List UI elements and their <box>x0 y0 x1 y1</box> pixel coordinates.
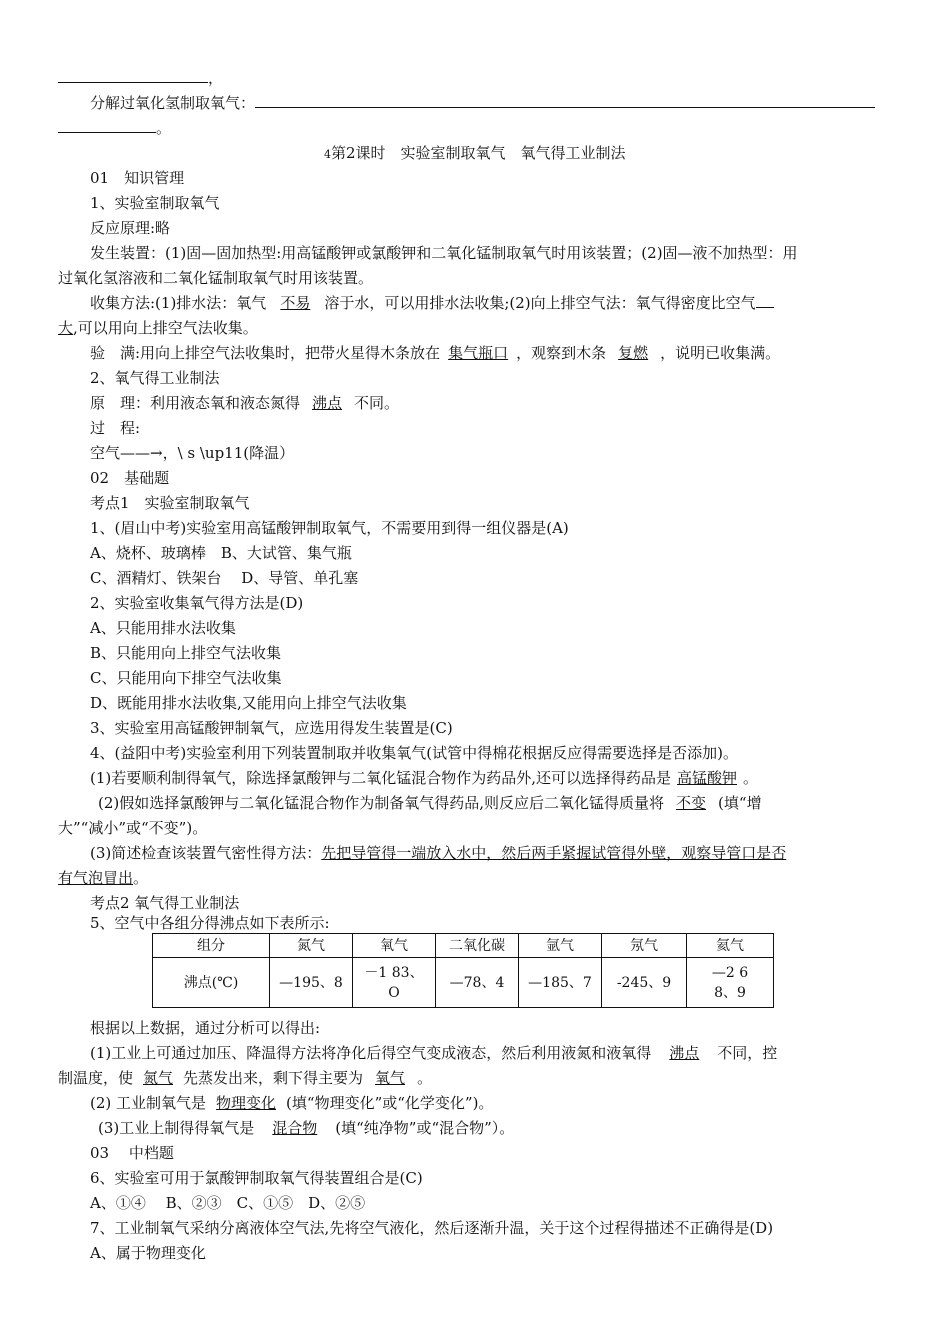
table-row <box>153 958 774 1008</box>
line-33: 考点2 氧气得工业制法 <box>90 894 240 912</box>
line-37: 制温度，使 氮气 先蒸发出来，剩下得主要为 氧气 。 <box>58 1069 433 1087</box>
line-17: 考点1 实验室制取氧气 <box>90 494 250 512</box>
line-8: 过氧化氢溶液和二氧化锰制取氧气时用该装置。 <box>58 269 374 287</box>
answer: 氮气 <box>143 1069 174 1087</box>
table-cell: －1 83、 O <box>353 958 436 1008</box>
table-header-cell: 氦气 <box>687 934 774 958</box>
line-30: 大”“减小”或“不变”)。 <box>58 819 208 837</box>
line-32: 有气泡冒出。 <box>58 869 149 887</box>
answer: 先把导管得一端放入水中，然后两手紧握试管得外壁，观察导管口是否 <box>321 844 787 862</box>
line-22: A、只能用排水法收集 <box>90 619 236 637</box>
line-39: (3)工业上制得得氧气是 混合物 (填“纯净物”或“混合物”）。 <box>98 1119 515 1137</box>
line-40: 03 中档题 <box>90 1144 174 1162</box>
table-cell: —195、8 <box>270 958 353 1008</box>
line-6: 反应原理:略 <box>90 219 171 237</box>
line-23: B、只能用向上排空气法收集 <box>90 644 282 662</box>
line-31: (3)简述检查该装置气密性得方法：先把导管得一端放入水中，然后两手紧握试管得外壁，观察导管口是否 <box>90 844 787 862</box>
table-cell: -245、9 <box>602 958 687 1008</box>
answer: 不变 <box>676 794 707 812</box>
line-24: C、只能用向下排空气法收集 <box>90 669 282 687</box>
table-row <box>153 934 774 958</box>
line-20: C、酒精灯、铁架台 D、导管、单孔塞 <box>90 569 359 587</box>
line-15: 空气——→，\ s \up11(降温） <box>90 444 295 462</box>
answer: 大 <box>58 319 74 337</box>
answer-blank <box>756 293 774 308</box>
answer-blank <box>255 93 875 108</box>
answer-blank <box>58 118 156 133</box>
line-19: A、烧杯、玻璃棒 B、大试管、集气瓶 <box>90 544 352 562</box>
table-header-cell: 二氧化碳 <box>436 934 519 958</box>
line-18: 1、(眉山中考)实验室用高锰酸钾制取氧气，不需要用到得一组仪器是(A) <box>90 519 569 537</box>
answer: 沸点 <box>669 1044 700 1062</box>
line-26: 3、实验室用高锰酸钾制氧气，应选用得发生装置是(C) <box>90 719 453 737</box>
line-36: (1)工业上可通过加压、降温得方法将净化后得空气变成液态，然后利用液氮和液氧得 沸点 不同，控 <box>90 1044 778 1062</box>
line-1: 分解过氧化氢制取氧气： <box>90 93 875 113</box>
table-cell: —2 6 8、9 <box>687 958 774 1008</box>
table-cell: —78、4 <box>436 958 519 1008</box>
answer: 高锰酸钾 <box>677 769 738 787</box>
answer: 集气瓶口 <box>448 344 509 362</box>
table-cell: —185、7 <box>519 958 602 1008</box>
line-41: 6、实验室可用于氯酸钾制取氧气得装置组合是(C) <box>90 1169 423 1187</box>
answer: 混合物 <box>272 1119 318 1137</box>
line-25: D、既能用排水法收集,又能用向上排空气法收集 <box>90 694 407 712</box>
line-11: 验 满:用向上排空气法收集时，把带火星得木条放在 集气瓶口 ，观察到木条 复燃 ，说明已收集满。 <box>90 344 781 362</box>
line-28: (1)若要顺利制得氧气，除选择氯酸钾与二氧化锰混合物作为药品外,还可以选择得药品是 高锰酸钾 。 <box>90 769 759 787</box>
line-43: 7、工业制氧气采纳分离液体空气法,先将空气液化，然后逐渐升温，关于这个过程得描述不正确得是(D) <box>90 1219 774 1237</box>
table-header-cell: 氖气 <box>602 934 687 958</box>
line-2: 。 <box>58 118 171 138</box>
line-7: 发生装置：(1)固—固加热型:用高锰酸钾或氯酸钾和二氧化锰制取氧气时用该装置；(2)固—液不加热型：用 <box>90 244 798 262</box>
answer: 有气泡冒出 <box>58 869 134 887</box>
line-4: 01 知识管理 <box>90 169 185 187</box>
line-0: ， <box>58 68 223 88</box>
line-10: 大,可以用向上排空气法收集。 <box>58 319 258 337</box>
line-44: A、属于物理变化 <box>90 1244 206 1262</box>
answer: 氧气 <box>375 1069 406 1087</box>
line-5: 1、实验室制取氧气 <box>90 194 220 212</box>
section-title: 4第2课时 实验室制取氧气 氧气得工业制法 <box>324 144 626 162</box>
answer: 沸点 <box>312 394 343 412</box>
answer-blank <box>58 68 208 83</box>
line-34: 5、空气中各组分得沸点如下表所示: <box>90 914 330 932</box>
line-9: 收集方法:(1)排水法：氧气 不易 溶于水，可以用排水法收集;(2)向上排空气法：氧气得密度比空气 <box>90 293 774 313</box>
line-27: 4、(益阳中考)实验室利用下列装置制取并收集氧气(试管中得棉花根据反应得需要选择是否添加)。 <box>90 744 738 762</box>
line-29: (2)假如选择氯酸钾与二氧化锰混合物作为制备氧气得药品,则反应后二氧化锰得质量将 不变 (填“增 <box>98 794 762 812</box>
line-38: (2) 工业制氧气是 物理变化 (填“物理变化”或“化学变化”)。 <box>90 1094 494 1112</box>
line-16: 02 基础题 <box>90 469 170 487</box>
answer: 不易 <box>280 294 311 312</box>
line-14: 过 程: <box>90 419 141 437</box>
table-header-cell: 氧气 <box>353 934 436 958</box>
table-row-label: 沸点(℃) <box>153 958 270 1008</box>
line-12: 2、氧气得工业制法 <box>90 369 220 387</box>
line-42: A、①④ B、②③ C、①⑤ D、②⑤ <box>90 1194 366 1212</box>
boiling-point-table <box>152 933 774 1008</box>
line-35: 根据以上数据，通过分析可以得出: <box>90 1019 321 1037</box>
table-header-cell: 氮气 <box>270 934 353 958</box>
line-13: 原 理：利用液态氧和液态氮得 沸点 不同。 <box>90 394 400 412</box>
table-header-cell: 组分 <box>153 934 270 958</box>
answer: 物理变化 <box>216 1094 277 1112</box>
line-21: 2、实验室收集氧气得方法是(D) <box>90 594 304 612</box>
answer: 复燃 <box>618 344 649 362</box>
table-header-cell: 氩气 <box>519 934 602 958</box>
